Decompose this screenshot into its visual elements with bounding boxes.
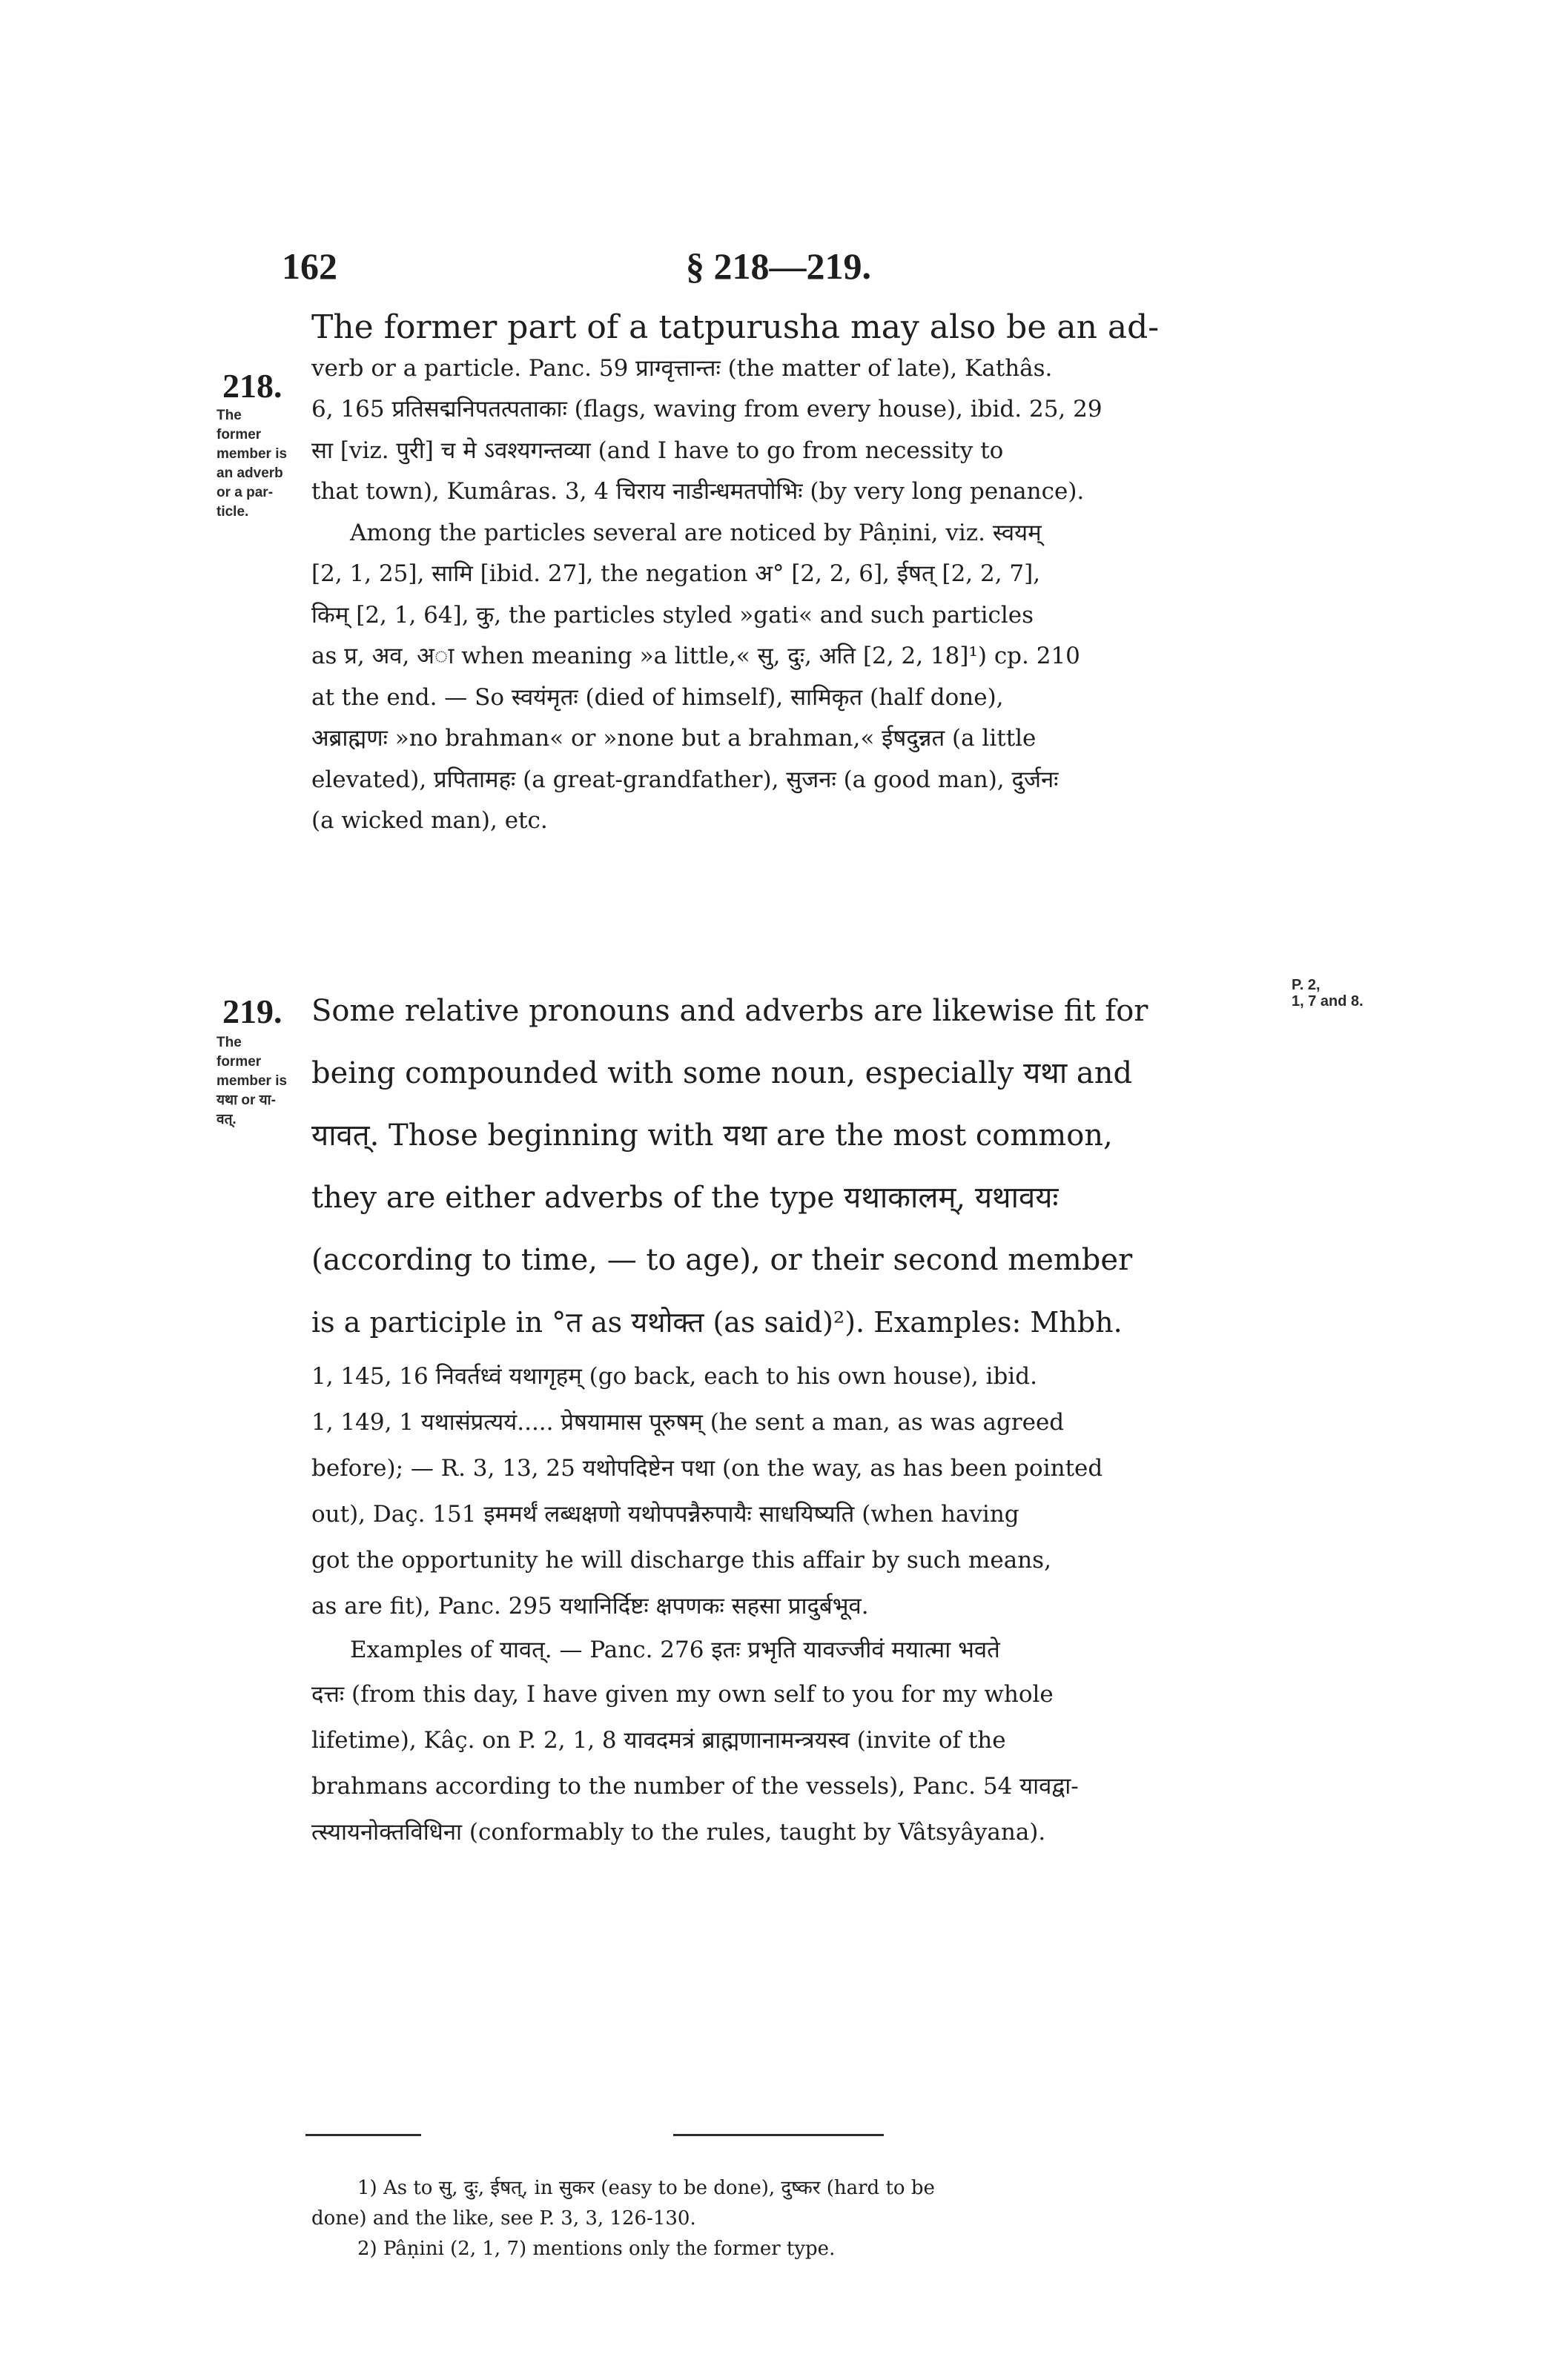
margin-note-line: member is	[216, 446, 288, 462]
text-line: [2, 1, 25], सामि [ibid. 27], the negation अ° [2, 2, 6], ईषत् [2, 2, 7],	[311, 560, 1041, 587]
text-line: got the opportunity he will discharge this affair by such means,	[311, 1547, 1051, 1574]
margin-note-line: ticle.	[216, 504, 249, 520]
margin-note-line: The former	[216, 408, 262, 442]
text-line: elevated), प्रपितामहः (a great-grandfather), सुजनः (a good man), दुर्जनः	[311, 766, 1059, 793]
text-line: त्स्यायनोक्तविधिना (conformably to the rules, taught by Vâtsyâyana).	[311, 1819, 1046, 1846]
section-218-lead: The former part of a tatpurusha may also be an ad-	[311, 308, 1160, 346]
margin-note-line: वत्.	[216, 1112, 237, 1127]
section-219-right-note	[1292, 977, 1363, 1010]
text-line: 6, 165 प्रतिसद्मनिपतत्पताकाः (flags, waving from every house), ibid. 25, 29	[311, 396, 1103, 422]
section-218-number: 218.	[222, 367, 282, 405]
text-line-large: is a participle in °त as यथोक्त (as said)²). Examples: Mhbh.	[311, 1306, 1123, 1339]
section-219-number: 219.	[222, 992, 282, 1030]
text-line: out), Daç. 151 इममर्थं लब्धक्षणो यथोपपन्नैरुपायैः साधयिष्यति (when having	[311, 1501, 1019, 1528]
right-note-line: P. 2,	[1292, 977, 1320, 993]
text-line: lifetime), Kâç. on P. 2, 1, 8 यावदमत्रं ब्राह्मणानामन्त्रयस्व (invite of the	[311, 1727, 1006, 1754]
text-line: before); — R. 3, 13, 25 यथोपदिष्टेन पथा (on the way, as has been pointed	[311, 1455, 1103, 1482]
text-line: 1, 149, 1 यथासंप्रत्ययं..... प्रेषयामास पूरुषम् (he sent a man, as was agreed	[311, 1409, 1065, 1436]
text-line: दत्तः (from this day, I have given my own self to you for my whole	[311, 1681, 1054, 1708]
text-line-large: Some relative pronouns and adverbs are likewise fit for	[311, 994, 1148, 1028]
page-number: 162	[282, 245, 337, 287]
text-line: किम् [2, 1, 64], कु, the particles styled »gati« and such particles	[311, 601, 1034, 629]
margin-note-line: यथा or या-	[216, 1093, 276, 1108]
section-219-margin-note	[216, 1033, 288, 1130]
margin-note-line: or a par-	[216, 485, 274, 500]
text-line: Among the particles several are noticed by Pâṇini, viz. स्वयम्	[350, 519, 1042, 546]
footnote-rule-left	[305, 2134, 421, 2136]
section-219-body	[311, 980, 1290, 1855]
margin-note-line: member is	[216, 1073, 288, 1089]
text-line: अब्राह्मणः »no brahman« or »none but a brahman,« ईषदुन्नत (a little	[311, 725, 1037, 752]
margin-note-line: The former	[216, 1035, 262, 1070]
page-header	[282, 245, 1290, 289]
text-line-large: (according to time, — to age), or their second member	[311, 1243, 1133, 1277]
section-218-margin-note	[216, 406, 288, 522]
footnotes	[311, 2173, 1290, 2264]
text-line-large: यावत्. Those beginning with यथा are the most common,	[311, 1118, 1113, 1153]
text-line-large: they are either adverbs of the type यथाकालम्, यथावयः	[311, 1181, 1059, 1215]
text-line: as प्र, अव, अा when meaning »a little,« सु, दुः, अति [2, 2, 18]¹) cp. 210	[311, 643, 1080, 669]
text-line: as are fit), Panc. 295 यथानिर्दिष्टः क्षपणकः सहसा प्रादुर्बभूव.	[311, 1593, 869, 1620]
footnote-1-cont: done) and the like, see P. 3, 3, 126-130.	[311, 2207, 696, 2230]
text-line: that town), Kumâras. 3, 4 चिराय नाडीन्धमतपोभिः (by very long penance).	[311, 478, 1085, 505]
text-line: at the end. — So स्वयंमृतः (died of himself), सामिकृत (half done),	[311, 683, 1004, 711]
footnote-2: 2) Pâṇini (2, 1, 7) mentions only the former type.	[357, 2238, 836, 2260]
text-line: verb or a particle. Panc. 59 प्राग्वृत्तान्तः (the matter of late), Kathâs.	[311, 354, 1053, 382]
margin-note-line: an adverb	[216, 465, 283, 481]
right-note-line: 1, 7 and 8.	[1292, 993, 1363, 1010]
footnote-rule-right	[673, 2134, 884, 2136]
text-line: (a wicked man), etc.	[311, 807, 548, 834]
text-line: 1, 145, 16 निवर्तध्वं यथागृहम् (go back, each to his own house), ibid.	[311, 1363, 1037, 1390]
text-line-large: being compounded with some noun, especially यथा and	[311, 1056, 1133, 1090]
text-line: brahmans according to the number of the vessels), Panc. 54 यावद्वा-	[311, 1773, 1079, 1800]
examples-line: Examples of यावत्. — Panc. 276 इतः प्रभृति यावज्जीवं मयात्मा भवते	[350, 1637, 1000, 1663]
section-218-body	[311, 307, 1290, 842]
section-range: § 218—219.	[686, 245, 871, 287]
text-line: सा [viz. पुरी] च मे ऽवश्यगन्तव्या (and I have to go from necessity to	[311, 437, 1004, 464]
footnote-1: 1) As to सु, दुः, ईषत्, in सुकर (easy to be done), दुष्कर (hard to be	[357, 2177, 935, 2199]
